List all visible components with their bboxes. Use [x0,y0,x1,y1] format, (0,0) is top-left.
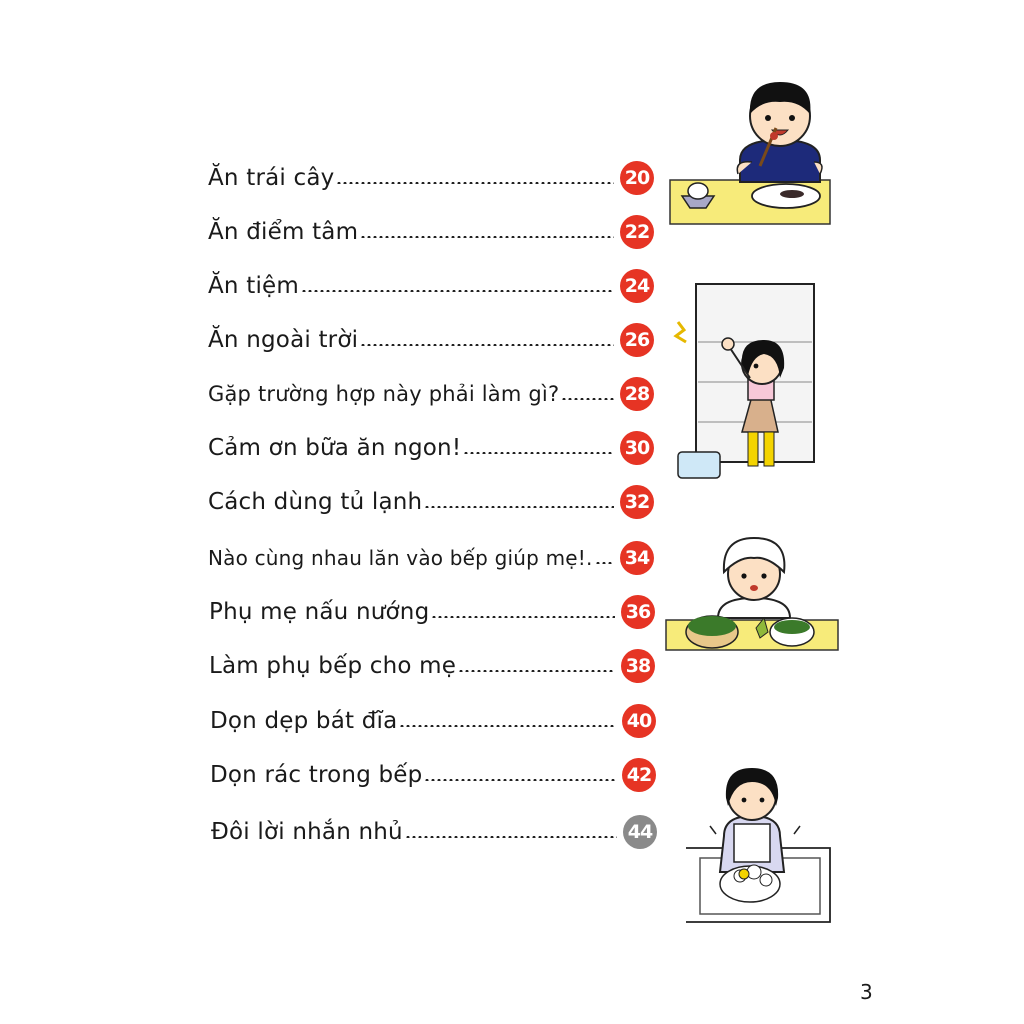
toc-label: Ăn ngoài trời [208,327,359,353]
toc-label: Đôi lời nhắn nhủ [211,819,403,845]
page-badge: 34 [620,541,654,575]
toc-row[interactable] [209,592,655,632]
dot-leader [595,562,614,564]
toc-row[interactable] [208,482,654,522]
girl-washing-dishes-illustration [680,762,836,924]
page-badge: 40 [622,704,656,738]
page-number: 3 [860,980,873,1004]
dot-leader [336,182,614,184]
dot-leader [405,836,617,838]
toc-label: Làm phụ bếp cho mẹ [209,653,457,679]
dot-leader [561,398,614,400]
page-badge: 36 [621,595,655,629]
toc-label: Cảm ơn bữa ăn ngon! [208,435,462,461]
girl-fridge-illustration [668,282,818,486]
dot-leader [360,236,614,238]
toc-row[interactable] [208,538,654,578]
dot-leader [424,506,614,508]
page-badge: 44 [623,815,657,849]
page-badge: 22 [620,215,654,249]
dot-leader [301,290,614,292]
toc-row[interactable] [208,374,654,414]
toc-row[interactable] [208,266,654,306]
page-badge: 24 [620,269,654,303]
page-badge: 20 [620,161,654,195]
page-badge: 26 [620,323,654,357]
page-badge: 42 [622,758,656,792]
toc-label: Ăn trái cây [208,165,335,191]
toc-label: Ăn tiệm [208,273,299,299]
boy-eating-illustration [668,78,834,228]
toc-row[interactable] [208,320,654,360]
dot-leader [424,779,616,781]
toc-label: Gặp trường hợp này phải làm gì? [208,382,560,406]
dot-leader [360,344,614,346]
toc-row[interactable] [210,755,656,795]
toc-row[interactable] [208,212,654,252]
toc-row[interactable] [209,646,655,686]
toc-row[interactable] [208,428,654,468]
dot-leader [431,616,615,618]
toc-label: Ăn điểm tâm [208,219,359,245]
dot-leader [458,670,615,672]
toc-label: Dọn rác trong bếp [210,762,423,788]
toc-label: Nào cùng nhau lăn vào bếp giúp mẹ!. [208,546,593,570]
page-badge: 38 [621,649,655,683]
page-badge: 28 [620,377,654,411]
toc-row[interactable] [211,812,657,852]
page-badge: 32 [620,485,654,519]
toc-label: Dọn dẹp bát đĩa [210,708,398,734]
girl-cooking-illustration [664,532,840,658]
page-badge: 30 [620,431,654,465]
toc-row[interactable] [208,158,654,198]
toc-row[interactable] [210,701,656,741]
dot-leader [399,725,616,727]
dot-leader [463,452,614,454]
toc-label: Cách dùng tủ lạnh [208,489,423,515]
toc-label: Phụ mẹ nấu nướng [209,599,430,625]
